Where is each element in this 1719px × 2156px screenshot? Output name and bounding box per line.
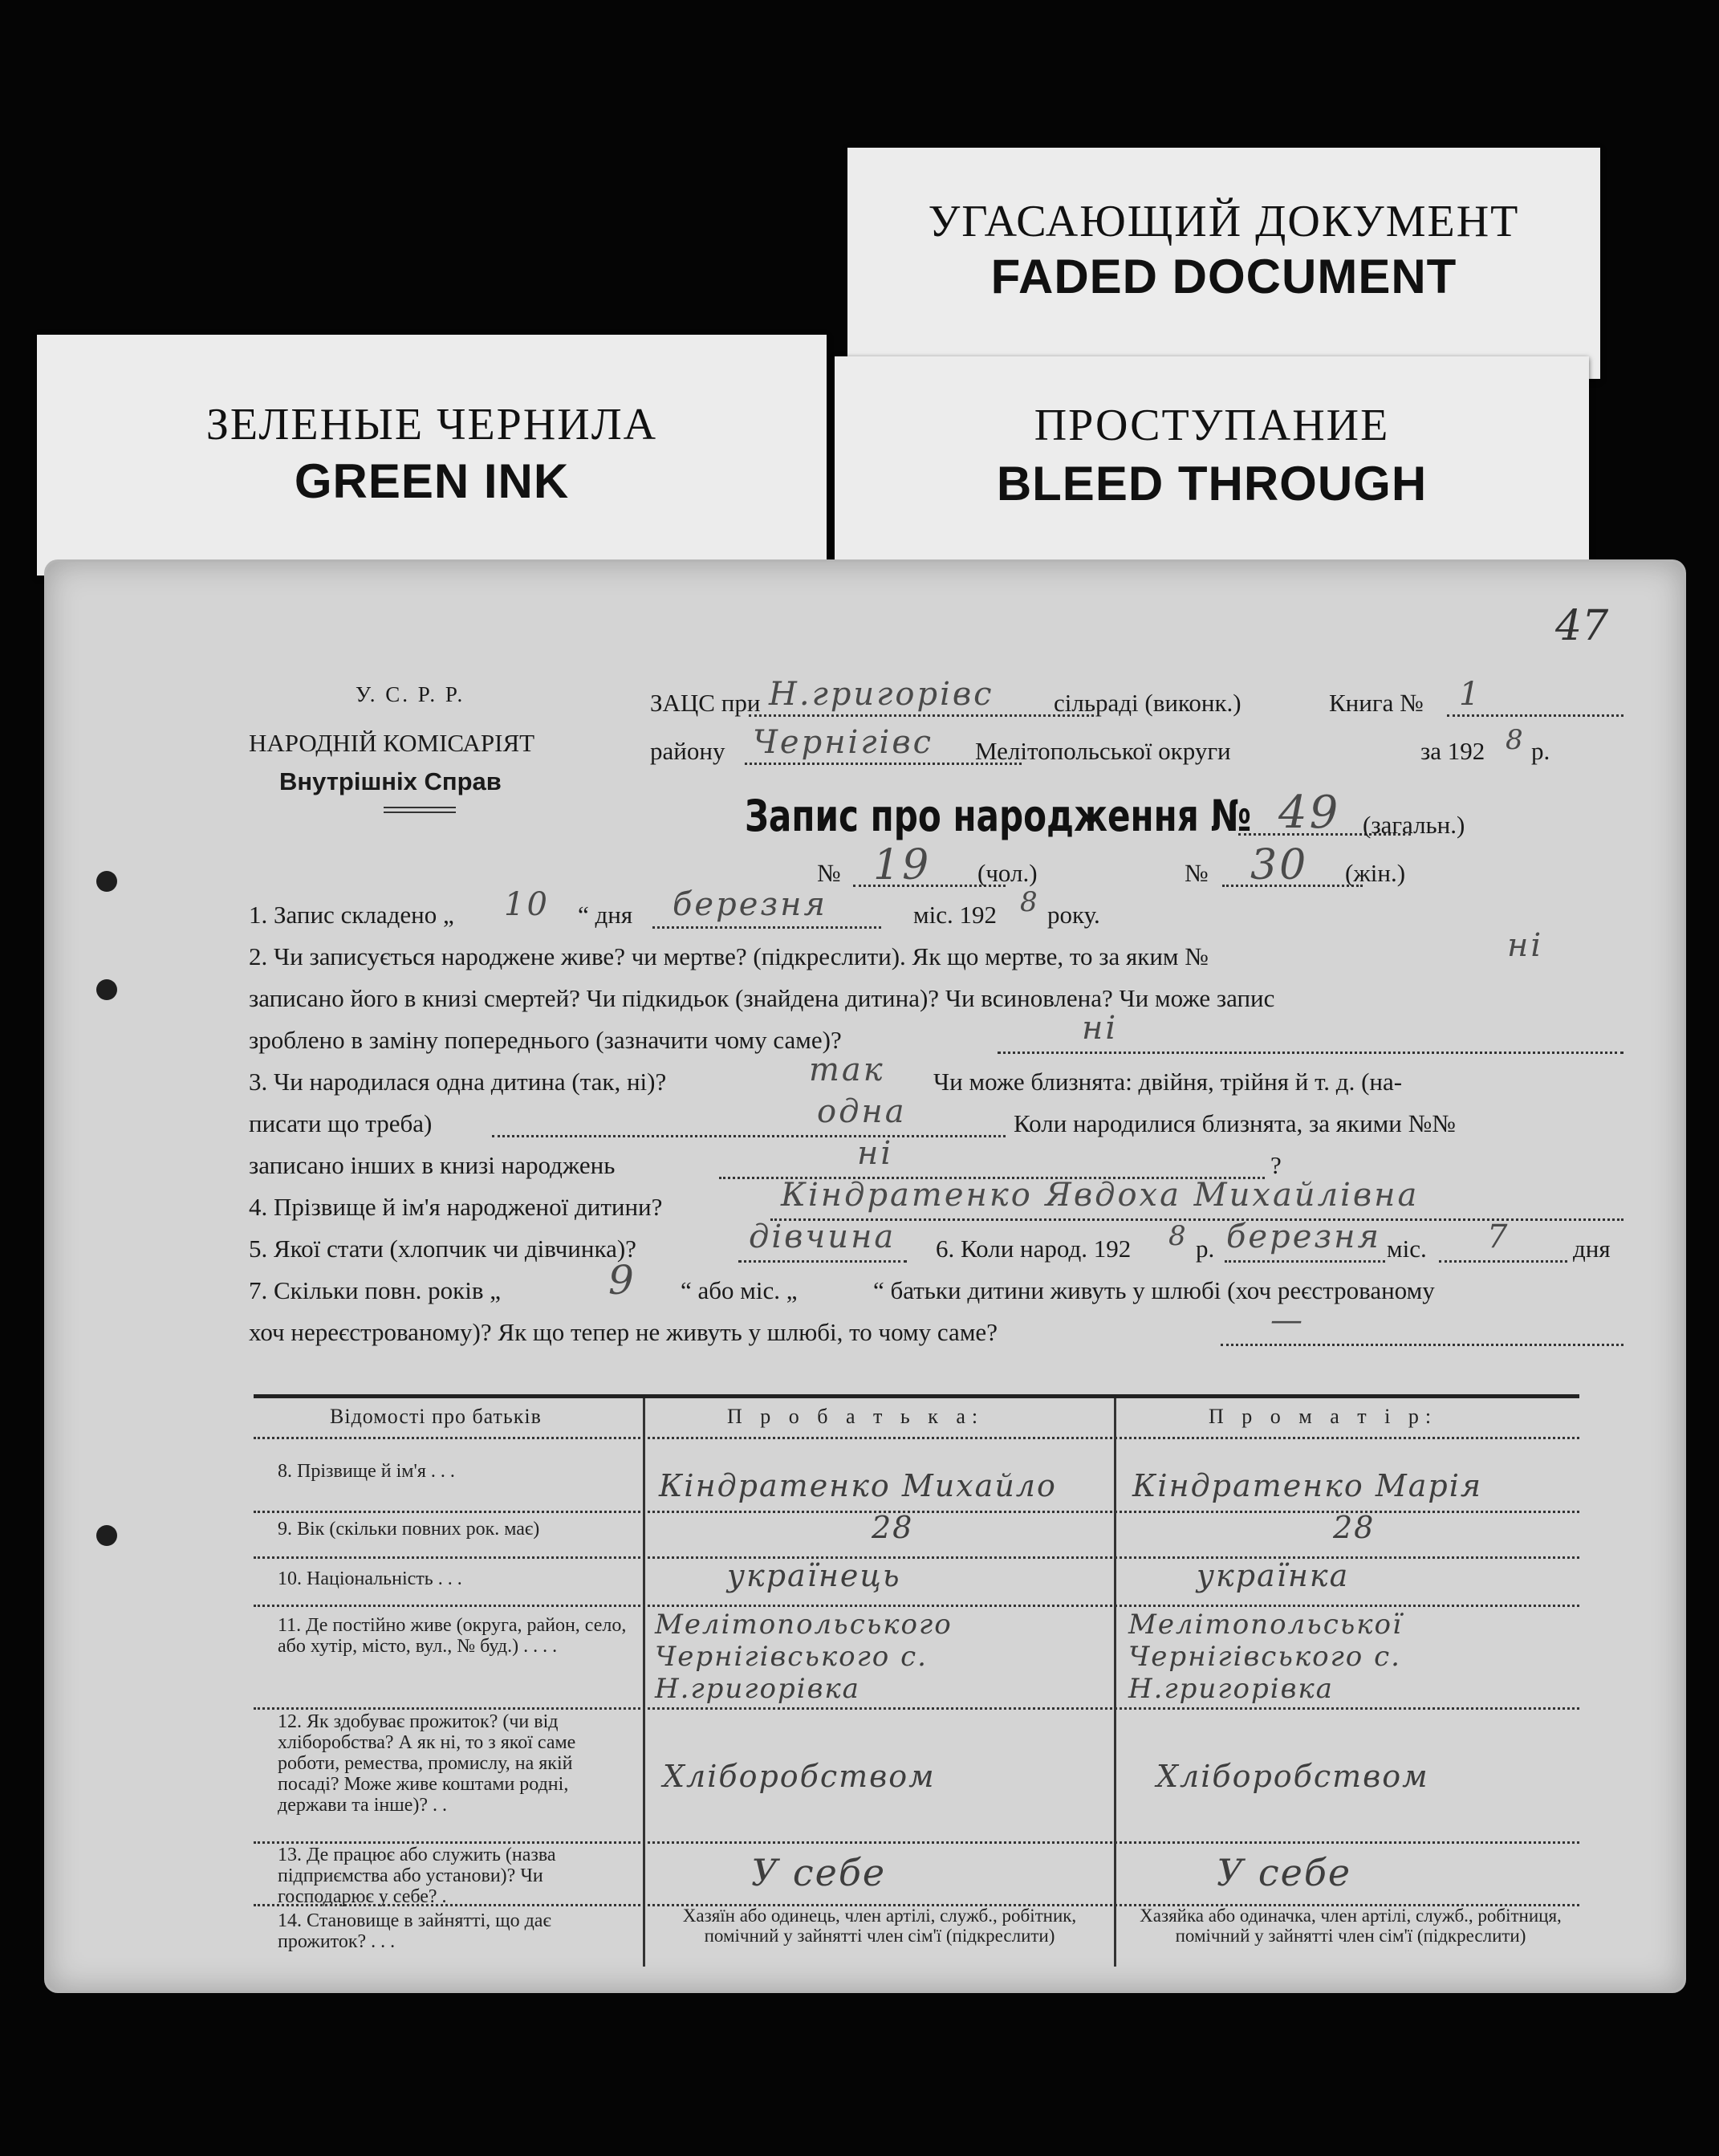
row-label-status: 14. Становище в зайнятті, що дає прожиток? . . .	[278, 1910, 551, 1952]
q6-year-suffix: р.	[1196, 1235, 1215, 1263]
punch-hole	[96, 979, 117, 1000]
male-number-suffix: (чол.)	[977, 859, 1038, 887]
green-ink-card	[37, 335, 827, 576]
mother-workplace: У себе	[1217, 1851, 1352, 1894]
page-number: 47	[1555, 602, 1609, 650]
q5-line	[738, 1260, 907, 1263]
female-number-suffix: (жін.)	[1345, 859, 1406, 887]
q6-day-label: дня	[1573, 1235, 1611, 1263]
q3-line3b: ?	[1270, 1151, 1282, 1179]
q1-month: березня	[673, 886, 828, 923]
q6-day: 7	[1487, 1218, 1510, 1255]
bleed-through-card	[835, 356, 1589, 581]
q2-line3: зроблено в заміну попереднього (зазначити чому саме)?	[249, 1026, 842, 1054]
green-ink-label-en: GREEN INK	[294, 454, 570, 508]
bleed-label-ru: ПРОСТУПАНИЕ	[1034, 401, 1390, 450]
q1-label: 1. Запис складено „	[249, 901, 454, 929]
year-suffix: р.	[1531, 737, 1550, 765]
record-number-suffix: (загальн.)	[1363, 811, 1465, 839]
year-value: 8	[1506, 724, 1526, 756]
green-ink-label-ru: ЗЕЛЕНЫЕ ЧЕРНИЛА	[205, 400, 658, 450]
year-label: за 192	[1420, 737, 1485, 765]
issuer-line2: НАРОДНІЙ КОМІСАРІЯТ	[249, 729, 535, 757]
mother-status: Хазяйка або одиначка, член артілі, служб., робітниця, помічний у зайнятті член сім'ї (підкреслити)	[1140, 1906, 1562, 1946]
table-divider	[643, 1398, 645, 1967]
table-header-father: П р о б а т ь к а:	[727, 1405, 985, 1428]
district-value: Чернігівс	[753, 724, 934, 761]
row-label-residence: 11. Де постійно живе (округа, район, село, або хутір, місто, вул., № буд.) . . . .	[278, 1615, 627, 1657]
issuer-line1: У. С. Р. Р.	[356, 682, 465, 706]
father-name: Кіндратенко Михайло	[659, 1468, 1057, 1503]
q3-line1-value: так	[809, 1052, 885, 1088]
q1-year-suffix: року.	[1047, 901, 1100, 929]
male-number: 19	[873, 841, 932, 889]
mother-age: 28	[1333, 1510, 1376, 1545]
row-label-livelihood: 12. Як здобуває прожиток? (чи від хліборобства? А як ні, то з якої саме роботи, ремества, промислу, на якій посаді? Може живе коштами родні, держави та інше)? . .	[278, 1711, 576, 1816]
q1-year-label: міс. 192	[913, 901, 997, 929]
q2-line1: 2. Чи записується народжене живе? чи мертве? (підкреслити). Як що мертве, то за яким №	[249, 942, 1209, 970]
q1-day: 10	[504, 886, 550, 923]
q3-line2: писати що треба)	[249, 1109, 433, 1137]
father-age: 28	[872, 1510, 914, 1545]
q7-months-label: “ або міс. „	[681, 1276, 798, 1304]
q3-line3: записано інших в книзі народжень	[249, 1151, 616, 1179]
zags-line	[749, 714, 1094, 717]
father-nationality: українець	[727, 1558, 901, 1593]
bleed-label-en: BLEED THROUGH	[996, 457, 1428, 511]
issuer-rule	[384, 807, 456, 813]
q1-day-suffix: “ дня	[578, 901, 633, 929]
book-value: 1	[1459, 676, 1482, 713]
q6-month-line	[1225, 1260, 1385, 1263]
row-label-age: 9. Вік (скільки повних рок. має)	[278, 1519, 540, 1540]
q3-line2b: Коли народилися близнята, за якими №№	[1014, 1109, 1456, 1137]
faded-label-en: FADED DOCUMENT	[990, 250, 1457, 303]
q6-month: березня	[1226, 1218, 1382, 1255]
table-header-mother: П р о м а т і р:	[1209, 1405, 1438, 1428]
record-title: Запис про народження №	[745, 791, 1252, 841]
table-header-info: Відомості про батьків	[330, 1405, 542, 1428]
punch-hole	[96, 1525, 117, 1546]
row-label-name: 8. Прізвище й ім'я . . .	[278, 1461, 455, 1482]
q2-line2: записано його в книзі смертей? Чи підкидьок (знайдена дитина)? Чи всиновлена? Чи може запис	[249, 984, 1275, 1012]
q7-line2-line	[1221, 1344, 1624, 1346]
q2-line3-line	[998, 1052, 1624, 1054]
q7-line1-suffix: “ батьки дитини живуть у шлюбі (хоч реєстрованому	[873, 1276, 1435, 1304]
row-divider	[254, 1437, 1579, 1441]
q7-line2: хоч нереєстрованому)? Як що тепер не живуть у шлюбі, то чому саме?	[249, 1318, 998, 1346]
q3-line2-value: одна	[817, 1093, 907, 1130]
father-status: Хазяїн або одинець, член артілі, служб., робітник, помічний у зайнятті член сім'ї (підкреслити)	[682, 1906, 1077, 1946]
zags-label: ЗАЦС при	[650, 689, 761, 717]
female-number-label: №	[1185, 859, 1209, 887]
q6-year: 8	[1168, 1220, 1189, 1252]
q4-label: 4. Прізвище й ім'я народженої дитини?	[249, 1193, 663, 1221]
district-label: району	[650, 737, 725, 765]
q7-years: 9	[608, 1257, 636, 1304]
female-number: 30	[1250, 841, 1309, 889]
q7-label: 7. Скільки повн. років „	[249, 1276, 501, 1304]
record-number: 49	[1278, 787, 1341, 839]
row-label-workplace: 13. Де працює або служить (назва підприємства або установи)? Чи господарює у себе? .	[278, 1845, 556, 1907]
mother-name: Кіндратенко Марія	[1132, 1468, 1483, 1503]
punch-hole	[96, 871, 117, 892]
q4-value: Кіндратенко Явдоха Михайлівна	[781, 1177, 1420, 1214]
q6-day-line	[1439, 1260, 1567, 1263]
mother-residence: Мелітопольської Чернігівського с. Н.григорівка	[1128, 1609, 1403, 1705]
mother-nationality: українка	[1197, 1558, 1350, 1593]
q7-line2-value: —	[1270, 1302, 1305, 1339]
male-number-label: №	[817, 859, 841, 887]
mother-livelihood: Хліборобством	[1156, 1759, 1429, 1794]
faded-label-ru: УГАСАЮЩИЙ ДОКУМЕНТ	[928, 197, 1520, 246]
row-label-nationality: 10. Національність . . .	[278, 1568, 462, 1589]
q6-label: 6. Коли народ. 192	[936, 1235, 1132, 1263]
faded-document-card	[847, 148, 1600, 379]
father-residence: Мелітопольського Чернігівського с. Н.григорівка	[655, 1609, 953, 1705]
q5-value: дівчина	[749, 1218, 896, 1255]
issuer-line3: Внутрішніх Справ	[279, 767, 502, 795]
q3-line1b: Чи може близнята: двійня, трійня й т. д. (на-	[933, 1068, 1403, 1096]
q6-month-label: міс.	[1387, 1235, 1427, 1263]
q3-line1: 3. Чи народилася одна дитина (так, ні)?	[249, 1068, 667, 1096]
okruha-label: Мелітопольської округи	[975, 737, 1231, 765]
father-livelihood: Хліборобством	[663, 1759, 936, 1794]
q1-month-line	[652, 926, 881, 929]
parents-table	[254, 1394, 1579, 1967]
q2-line3-value: ні	[1082, 1010, 1119, 1047]
book-label: Книга №	[1329, 689, 1424, 717]
q3-line3-value: ні	[857, 1135, 894, 1172]
zags-value: Н.григорівс	[769, 676, 994, 713]
q5-label: 5. Якої стати (хлопчик чи дівчинка)?	[249, 1235, 636, 1263]
zags-suffix: сільраді (виконк.)	[1054, 689, 1242, 717]
father-workplace: У себе	[751, 1851, 887, 1894]
q1-year: 8	[1020, 886, 1040, 918]
book-line	[1447, 714, 1624, 717]
q3-line2-line	[492, 1135, 1006, 1137]
q2-line1-value: ні	[1507, 927, 1544, 964]
